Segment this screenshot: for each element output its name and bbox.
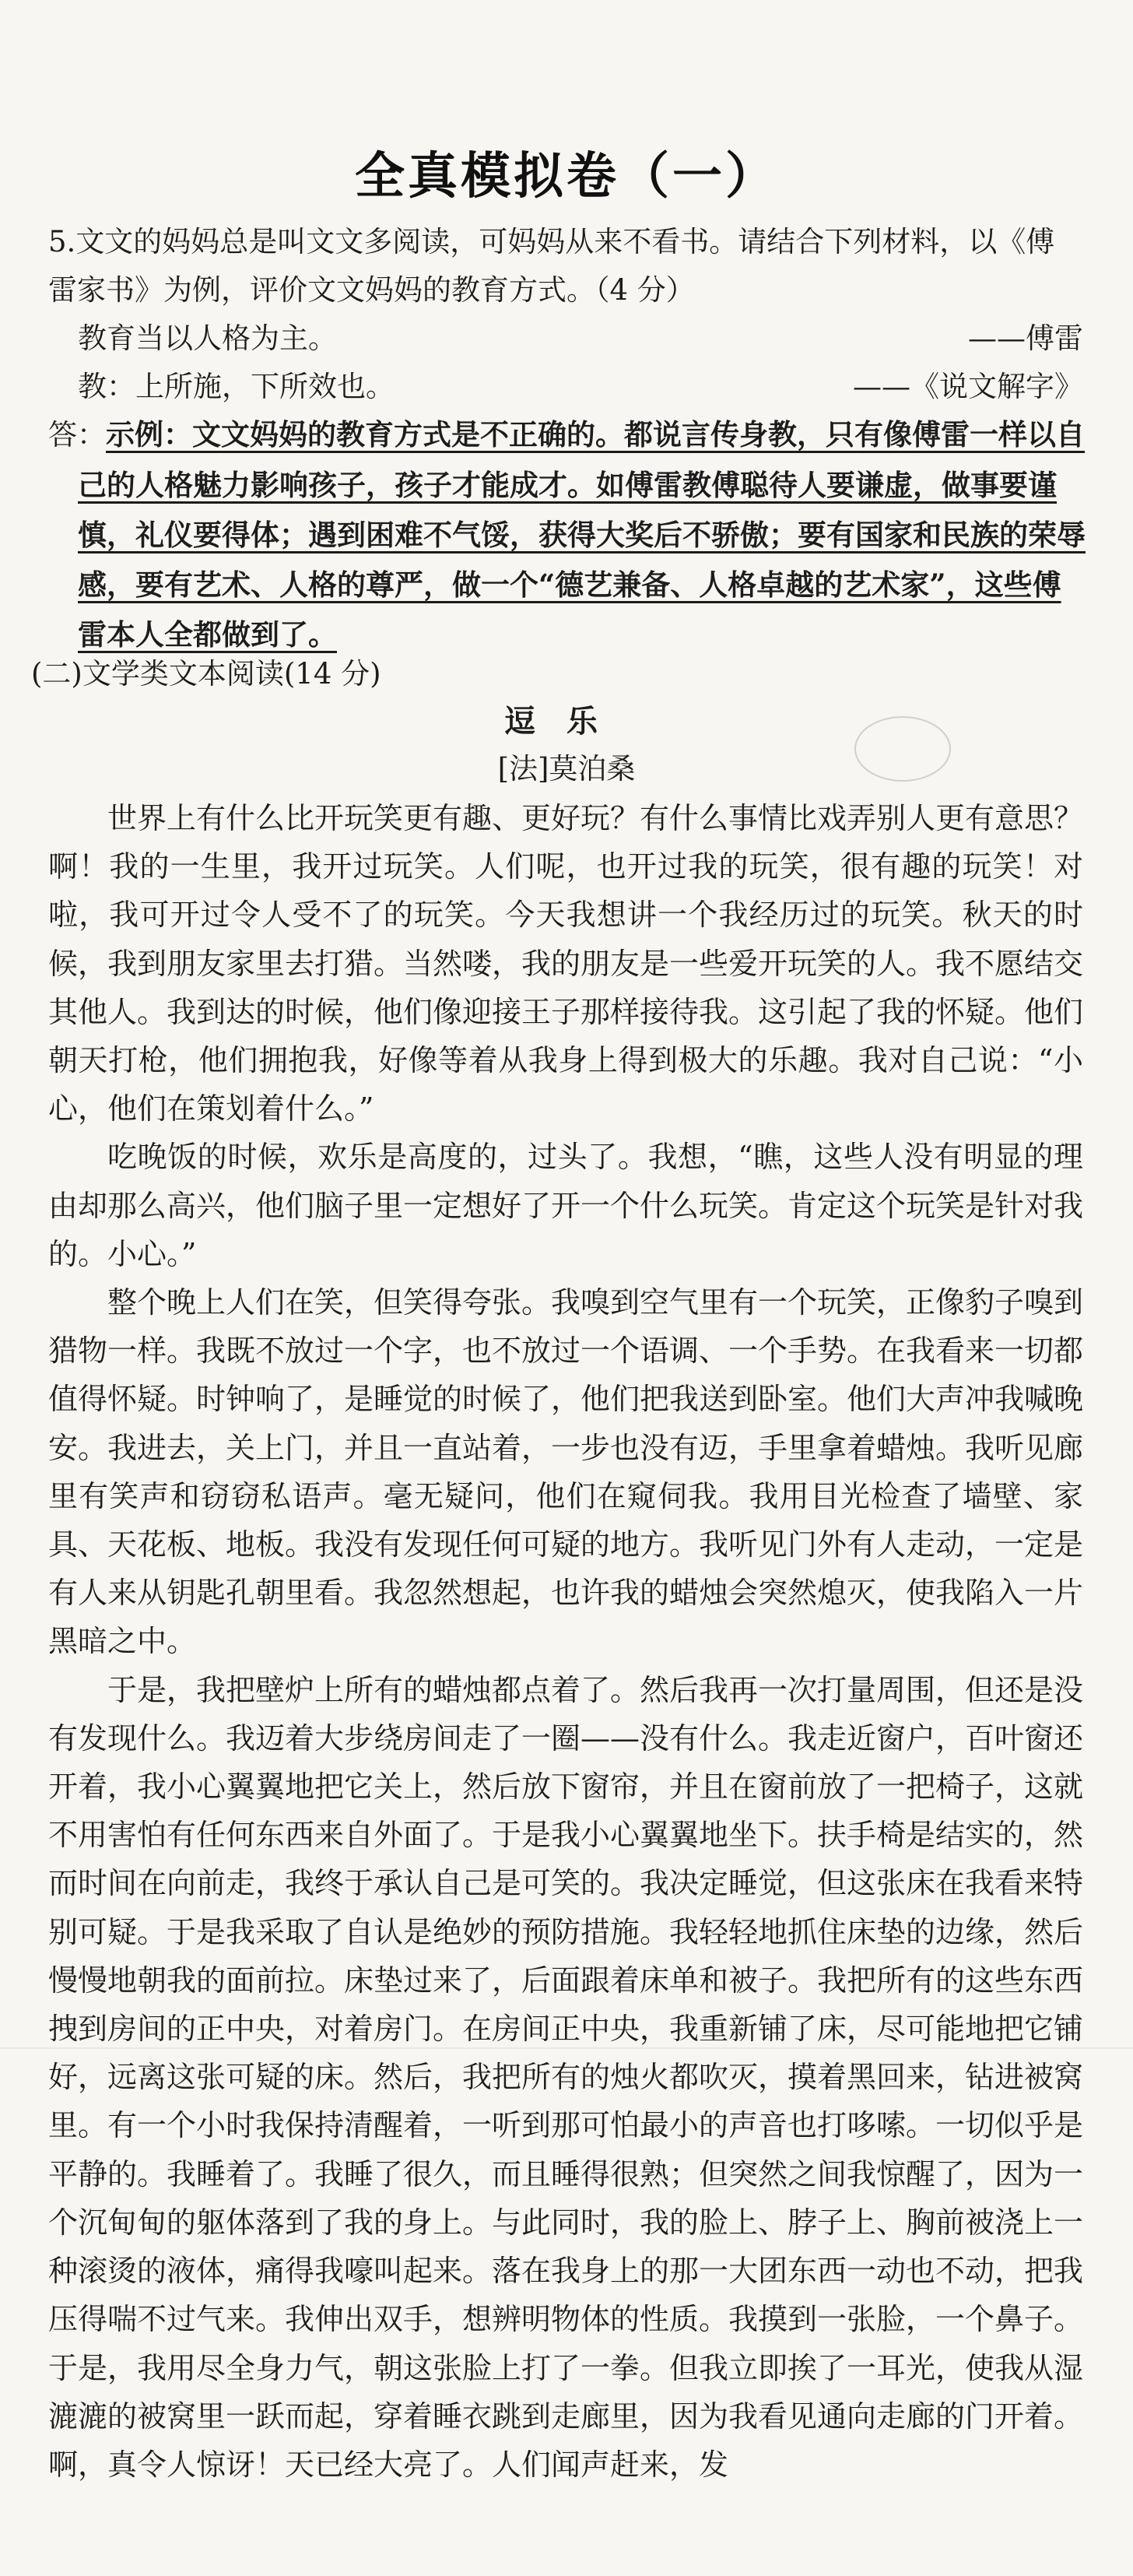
answer-text: 示例：文文妈妈的教育方式是不正确的。都说言传身教，只有像傅雷一样以自己的人格魅力影响孩子，孩子才能成才。如傅雷教傅聪待人要谦虚，做事要谨慎，礼仪要得体；遇到困难不气馁，获得大奖后不骄傲；要有国家和民族的荣辱感，要有艺术、人格的尊严，做一个“德艺兼备、人格卓越的艺术家”，这些傅雷本人全都做到了。 bbox=[78, 417, 1086, 652]
story-paragraph: 吃晚饭的时候，欢乐是高度的，过头了。我想，“瞧，这些人没有明显的理由却那么高兴，他们脑子里一定想好了开一个什么玩笑。肯定这个玩笑是针对我的。小心。” bbox=[48, 1140, 1084, 1271]
material-source: ——《说文解字》 bbox=[853, 370, 1083, 403]
material-text: 教：上所施，下所效也。 bbox=[78, 370, 395, 403]
question-block bbox=[48, 218, 1083, 411]
story-body bbox=[48, 794, 1083, 2489]
question-number: 5. bbox=[48, 225, 76, 258]
question-prompt bbox=[48, 218, 1083, 315]
story-title: 逗乐 bbox=[504, 704, 629, 740]
story-author: [法]莫泊桑 bbox=[497, 752, 636, 785]
material-text: 教育当以人格为主。 bbox=[78, 322, 337, 355]
answer-label: 答： bbox=[48, 418, 106, 452]
paper-fold-line bbox=[0, 2047, 1133, 2049]
answer-block bbox=[48, 409, 1086, 659]
question-text: 文文的妈妈总是叫文文多阅读，可妈妈从来不看书。请结合下列材料，以《傅雷家书》为例，评价文文妈妈的教育方式。（4 分） bbox=[48, 225, 1055, 307]
story-paragraph: 于是，我把壁炉上所有的蜡烛都点着了。然后我再一次打量周围，但还是没有发现什么。我迈着大步绕房间走了一圈——没有什么。我走近窗户，百叶窗还开着，我小心翼翼地把它关上，然后放下窗帘，并且在窗前放了一把椅子，这就不用害怕有任何东西来自外面了。于是我小心翼翼地坐下。扶手椅是结实的，然而时间在向前走，我终于承认自己是可笑的。我决定睡觉，但这张床在我看来特别可疑。于是我采取了自认是绝妙的预防措施。我轻轻地抓住床垫的边缘，然后慢慢地朝我的面前拉。床垫过来了，后面跟着床单和被子。我把所有的这些东西拽到房间的正中央，对着房门。在房间正中央，我重新铺了床，尽可能地把它铺好，远离这张可疑的床。然后，我把所有的烛火都吹灭，摸着黑回来，钻进被窝里。有一个小时我保持清醒着，一听到那可怕最小的声音也打哆嗦。一切似乎是平静的。我睡着了。我睡了很久，而且睡得很熟；但突然之间我惊醒了，因为一个沉甸甸的躯体落到了我的身上。与此同时，我的脸上、脖子上、胸前被浇上一种滚烫的液体，痛得我嚎叫起来。落在我身上的那一大团东西一动也不动，把我压得喘不过气来。我伸出双手，想辨明物体的性质。我摸到一张脸，一个鼻子。于是，我用尽全身力气，朝这张脸上打了一拳。但我立即挨了一耳光，使我从湿漉漉的被窝里一跃而起，穿着睡衣跳到走廊里，因为我看见通向走廊的门开着。啊，真令人惊讶！天已经大亮了。人们闻声赶来，发 bbox=[48, 1672, 1084, 2482]
story-paragraph: 整个晚上人们在笑，但笑得夸张。我嗅到空气里有一个玩笑，正像豹子嗅到猎物一样。我既不放过一个字，也不放过一个语调、一个手势。在我看来一切都值得怀疑。时钟响了，是睡觉的时候了，他们把我送到卧室。他们大声冲我喊晚安。我进去，关上门，并且一直站着，一步也没有迈，手里拿着蜡烛。我听见廊里有笑声和窃窃私语声。毫无疑问，他们在窥伺我。我用目光检查了墙壁、家具、天花板、地板。我没有发现任何可疑的地方。我听见门外有人走动，一定是有人来从钥匙孔朝里看。我忽然想起，也许我的蜡烛会突然熄灭，使我陷入一片黑暗之中。 bbox=[48, 1285, 1084, 1659]
material-line bbox=[48, 315, 1083, 363]
watermark-stamp bbox=[854, 716, 951, 782]
section-heading: (二)文学类文本阅读(14 分) bbox=[31, 657, 381, 691]
story-paragraph: 世界上有什么比开玩笑更有趣、更好玩？有什么事情比戏弄别人更有意思？啊！我的一生里，我开过玩笑。人们呢，也开过我的玩笑，很有趣的玩笑！对啦，我可开过令人受不了的玩笑。今天我想讲一个我经历过的玩笑。秋天的时候，我到朋友家里去打猎。当然喽，我的朋友是一些爱开玩笑的人。我不愿结交其他人。我到达的时候，他们像迎接王子那样接待我。这引起了我的怀疑。他们朝天打枪，他们拥抱我，好像等着从我身上得到极大的乐趣。我对自己说：“小心，他们在策划着什么。” bbox=[48, 801, 1084, 1126]
page-title: 全真模拟卷（一） bbox=[355, 148, 778, 206]
material-line bbox=[48, 363, 1083, 411]
material-source: ——傅雷 bbox=[968, 322, 1083, 355]
